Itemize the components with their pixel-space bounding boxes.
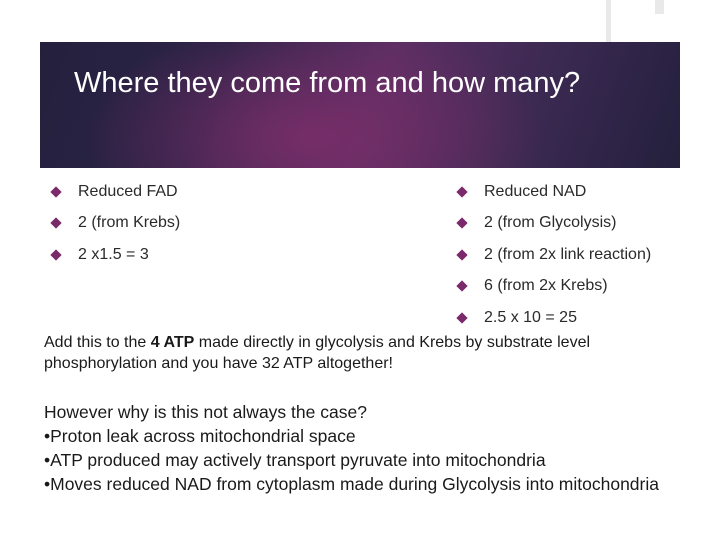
decorative-stripe	[606, 0, 611, 42]
list-item-text: 2 x1.5 = 3	[78, 245, 149, 263]
diamond-bullet-icon	[456, 281, 467, 292]
diamond-bullet-icon	[456, 249, 467, 260]
diamond-bullet-icon	[50, 186, 61, 197]
right-bullet-list	[452, 176, 651, 334]
summary-paragraph	[44, 332, 684, 374]
list-item	[452, 271, 651, 303]
list-item-text: 6 (from 2x Krebs)	[484, 277, 608, 295]
explanation-point: •ATP produced may actively transport pyruvate into mitochondria	[44, 450, 546, 470]
diamond-bullet-icon	[456, 186, 467, 197]
list-item	[452, 208, 651, 240]
list-item	[46, 208, 180, 240]
diamond-bullet-icon	[50, 249, 61, 260]
decorative-stripe	[655, 0, 664, 14]
summary-emphasis: 4 ATP	[150, 334, 195, 351]
list-item-text: Reduced NAD	[484, 182, 587, 200]
list-item-text: 2 (from 2x link reaction)	[484, 245, 652, 263]
summary-prefix: Add this to the	[44, 334, 151, 351]
title-banner	[40, 42, 680, 168]
list-item	[452, 302, 651, 334]
list-item	[452, 239, 651, 271]
list-item-text: 2 (from Krebs)	[78, 214, 181, 232]
list-item	[46, 176, 180, 208]
explanation-block	[44, 400, 684, 496]
explanation-point: •Proton leak across mitochondrial space	[44, 426, 356, 446]
summary-suffix: made directly in glycolysis and Krebs by substrate level phosphorylation and you have 32 ATP altogether!	[44, 334, 591, 372]
list-item	[452, 176, 651, 208]
explanation-point: •Moves reduced NAD from cytoplasm made during Glycolysis into mitochondria	[44, 474, 659, 494]
explanation-question: However why is this not always the case?	[44, 402, 367, 422]
diamond-bullet-icon	[456, 312, 467, 323]
list-item	[46, 239, 180, 271]
list-item-text: 2 (from Glycolysis)	[484, 214, 617, 232]
diamond-bullet-icon	[456, 218, 467, 229]
diamond-bullet-icon	[50, 218, 61, 229]
list-item-text: Reduced FAD	[78, 182, 178, 200]
left-bullet-list	[46, 176, 180, 271]
list-item-text: 2.5 x 10 = 25	[484, 308, 577, 326]
slide-title: Where they come from and how many?	[74, 67, 581, 99]
